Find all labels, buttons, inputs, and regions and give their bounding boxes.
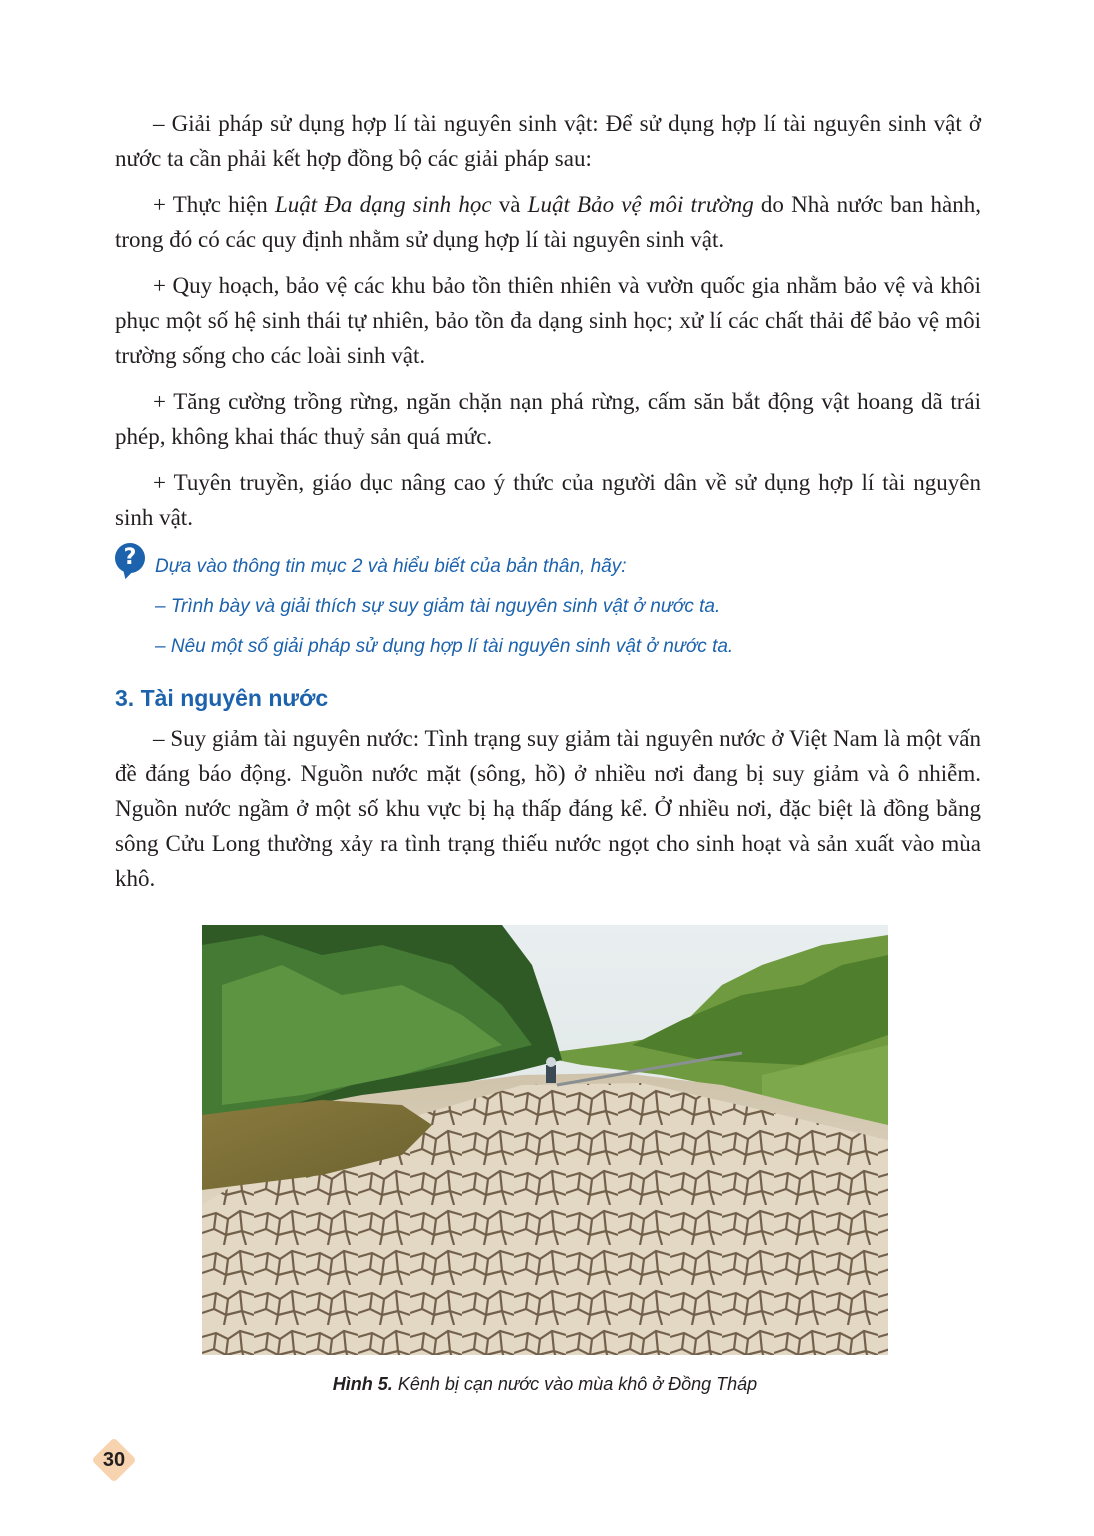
section-heading: 3. Tài nguyên nước xyxy=(115,685,329,711)
figure-dry-canal-photo xyxy=(202,925,888,1355)
caption-label: Hình 5. xyxy=(332,1374,393,1394)
figure-caption xyxy=(202,1374,888,1395)
law-pre: + Thực hiện xyxy=(153,192,275,217)
question-intro: Dựa vào thông tin mục 2 và hiểu biết của bản thân, hãy: xyxy=(155,556,627,577)
law-environment: Luật Bảo vệ môi trường xyxy=(527,192,754,217)
page-number: 30 xyxy=(102,1449,126,1471)
paragraph-law xyxy=(115,187,981,257)
question-icon: ? xyxy=(115,543,145,573)
page-content xyxy=(115,106,981,907)
paragraph-education: + Tuyên truyền, giáo dục nâng cao ý thức của người dân về sử dụng hợp lí tài nguyên sinh vật. xyxy=(115,470,981,530)
question-item-2: – Nêu một số giải pháp sử dụng hợp lí tài nguyên sinh vật ở nước ta. xyxy=(155,636,734,657)
paragraph-afforestation: + Tăng cường trồng rừng, ngăn chặn nạn phá rừng, cấm săn bắt động vật hoang dã trái phép, không khai thác thuỷ sản quá mức. xyxy=(115,389,981,449)
law-biodiversity: Luật Đa dạng sinh học xyxy=(274,192,492,217)
question-item-1: – Trình bày và giải thích sự suy giảm tài nguyên sinh vật ở nước ta. xyxy=(155,596,721,617)
page-number-badge xyxy=(92,1438,136,1482)
paragraph-solution-intro: – Giải pháp sử dụng hợp lí tài nguyên sinh vật: Để sử dụng hợp lí tài nguyên sinh vật ở nước ta cần phải kết hợp đồng bộ các giải pháp sau: xyxy=(115,111,981,171)
question-box xyxy=(115,545,981,659)
dry-canal-illustration xyxy=(202,925,888,1355)
caption-text: Kênh bị cạn nước vào mùa khô ở Đồng Tháp xyxy=(392,1374,758,1394)
law-post: do Nhà nước ban hành, trong đó có các quy định nhằm sử dụng hợp lí tài nguyên sinh vật. xyxy=(115,192,982,252)
law-mid: và xyxy=(491,192,528,217)
paragraph-planning: + Quy hoạch, bảo vệ các khu bảo tồn thiên nhiên và vườn quốc gia nhằm bảo vệ và khôi phục một số hệ sinh thái tự nhiên, bảo tồn đa dạng sinh học; xử lí các chất thải để bảo vệ môi trường sống cho các loài sinh vật. xyxy=(115,273,981,368)
paragraph-water: – Suy giảm tài nguyên nước: Tình trạng suy giảm tài nguyên nước ở Việt Nam là một vấn đề đáng báo động. Nguồn nước mặt (sông, hồ) ở nhiều nơi đang bị suy giảm và ô nhiễm. Nguồn nước ngầm ở một số khu vực bị hạ thấp đáng kể. Ở nhiều nơi, đặc biệt là đồng bằng sông Cửu Long thường xảy ra tình trạng thiếu nước ngọt cho sinh hoạt và sản xuất vào mùa khô. xyxy=(115,726,981,891)
